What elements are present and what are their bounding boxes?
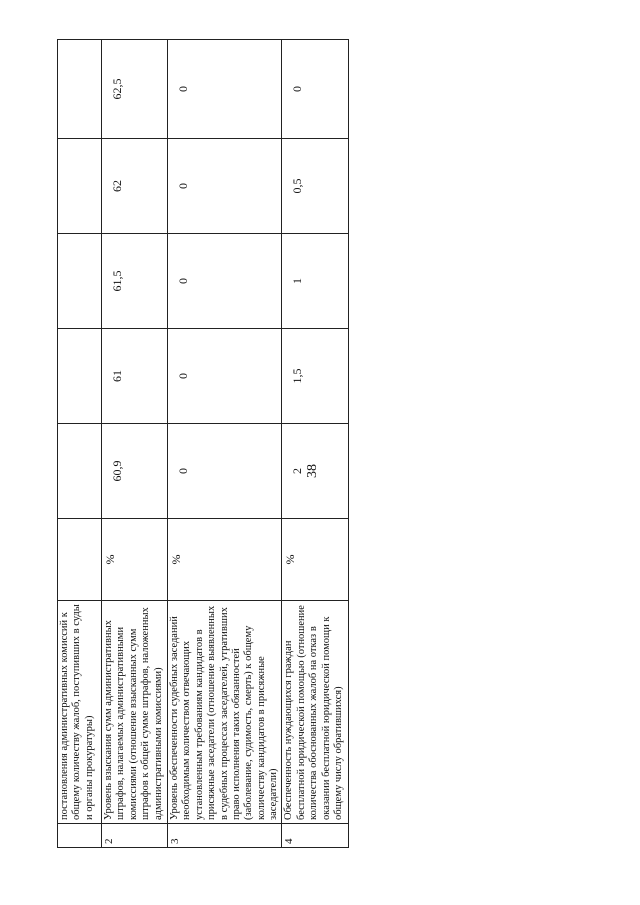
indicator-text: Обеспеченность нуждающихся граждан бесплатной юридической помощью (отношение количества обоснованных жалоб на отказ в оказании бесплатной юридической помощи к общему числу обратившихся) xyxy=(282,601,349,824)
value-cell: 60,9 xyxy=(102,424,168,519)
value-cell xyxy=(58,424,102,519)
value-cell: 0 xyxy=(168,424,282,519)
value-cell: 0 xyxy=(168,40,282,139)
value-cell xyxy=(58,329,102,424)
indicators-table xyxy=(57,39,349,848)
table-row xyxy=(58,40,102,848)
value-cell xyxy=(58,234,102,329)
value-cell: 62,5 xyxy=(102,40,168,139)
table-row xyxy=(282,40,349,848)
value-cell: 0,5 xyxy=(282,139,349,234)
value-cell xyxy=(58,40,102,139)
unit-cell xyxy=(58,519,102,601)
value-cell: 0 xyxy=(168,329,282,424)
page-number: 38 xyxy=(305,464,320,478)
row-number: 4 xyxy=(282,824,349,848)
value-cell: 1 xyxy=(282,234,349,329)
value-cell: 0 xyxy=(168,234,282,329)
row-number xyxy=(58,824,102,848)
value-cell: 61,5 xyxy=(102,234,168,329)
value-cell: 2 xyxy=(282,424,349,519)
row-number: 2 xyxy=(102,824,168,848)
rotated-table-wrapper xyxy=(57,40,344,848)
value-cell xyxy=(58,139,102,234)
unit-cell: % xyxy=(282,519,349,601)
value-cell: 0 xyxy=(168,139,282,234)
unit-cell: % xyxy=(102,519,168,601)
indicator-text: Уровень взыскания сумм административных штрафов, налагаемых административными комиссиями (отношение взысканных сумм штрафов к общей сумме штрафов, наложенных административными комиссиями) xyxy=(102,601,168,824)
row-number: 3 xyxy=(168,824,282,848)
indicator-text: постановления административных комиссий к общему количеству жалоб, поступивших в суды и органы прокуратуры) xyxy=(58,601,102,824)
value-cell: 62 xyxy=(102,139,168,234)
indicator-text: Уровень обеспеченности судебных заседаний необходимым количеством отвечающих установленным требованиям кандидатов в присяжные заседатели (отношение выявленных в судебных процессах заседателей, утративших право исполнения таких обязанностей (заболевание, судимость, смерть) к общему количеству кандидатов в присяжные заседатели) xyxy=(168,601,282,824)
value-cell: 61 xyxy=(102,329,168,424)
table-row xyxy=(102,40,168,848)
value-cell: 1,5 xyxy=(282,329,349,424)
value-cell: 0 xyxy=(282,40,349,139)
table-row xyxy=(168,40,282,848)
unit-cell: % xyxy=(168,519,282,601)
